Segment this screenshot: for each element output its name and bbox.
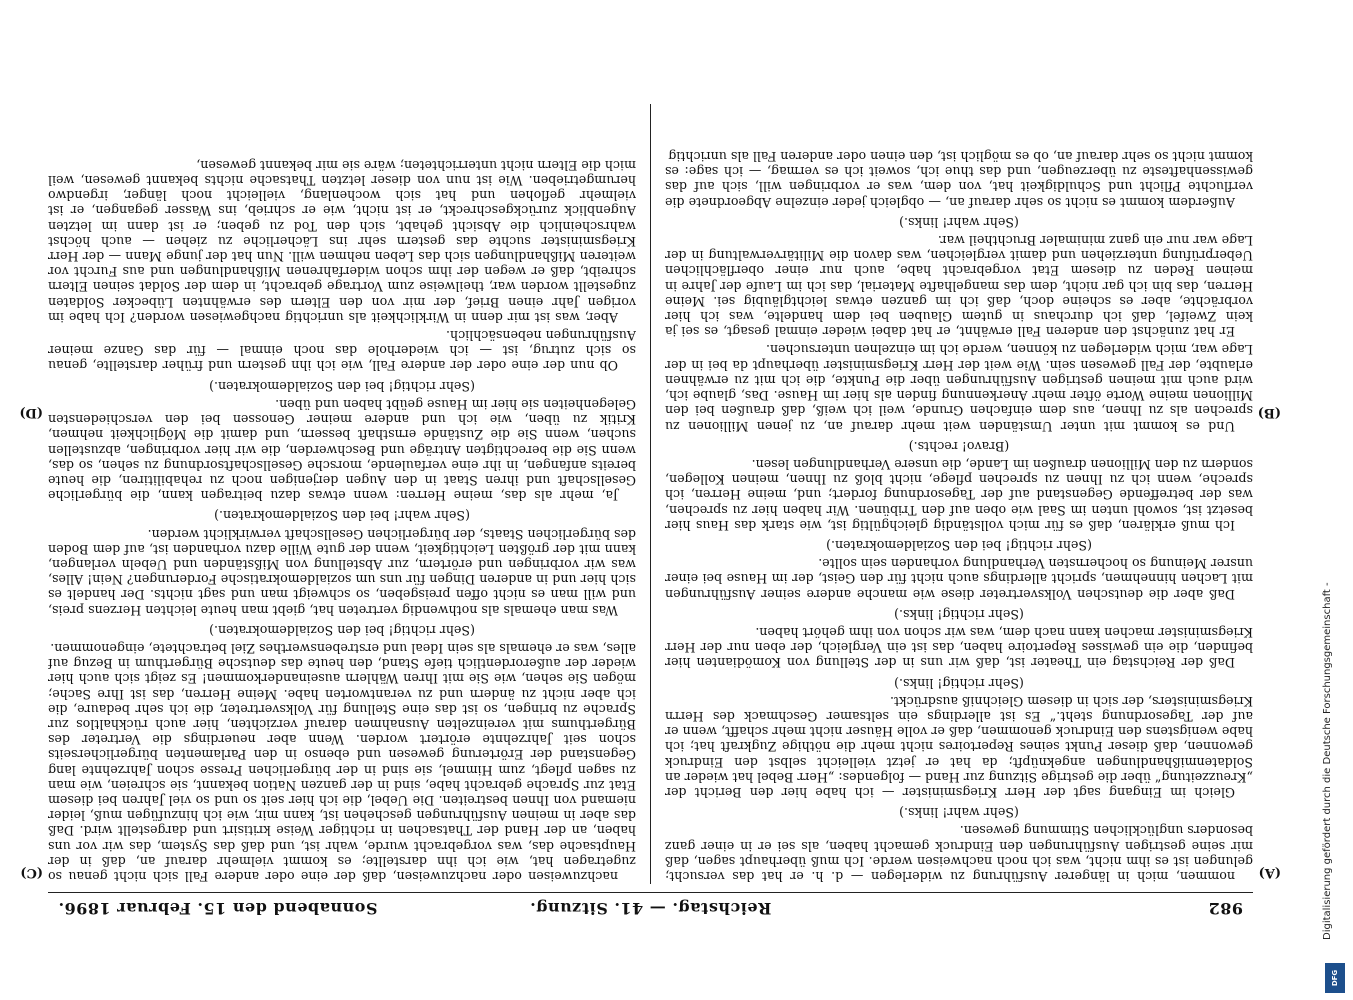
- left-column: [665, 104, 1253, 884]
- margin-marker-a: (A): [1258, 865, 1281, 880]
- interjection: (Sehr wahr! links.): [899, 214, 1019, 230]
- margin-marker-b: (B): [1257, 405, 1281, 420]
- interjection: (Sehr wahr! links.): [899, 805, 1019, 821]
- interjection: (Sehr richtig! links.): [894, 675, 1024, 691]
- paragraph: Gleich im Eingang sagt der Herr Kriegsminister — ich habe hier den Bericht der „Kreuzzeitung“ über die gestrige Sitzung zur Hand — folgendes: „Herr Bebel hat wieder an Soldatenmißhandlungen angeknüpft; da hat er jetzt vielleicht selbst den Eindruck gewonnen, daß dieser Punkt seines Repertoires nicht mehr die nöthige Zugkraft hat; ich habe wenigstens den Eindruck genommen, daß er volle Häuser nicht mehr schafft, wenn er auf der Tagesordnung steht.“ Es ist allerdings ein seltsamer Geschmack des Herrn Kriegsministers, der sich in diesem Gleichniß ausdrückt.: [665, 693, 1253, 800]
- dfg-logo-text: DFG: [1331, 969, 1339, 987]
- paragraph: Aber, was ist mir denn in Wirklichkeit als unrichtig nachgewiesen worden? Ich habe im vorigen Jahr einen Brief, der mir von den Eltern des erwähnten Lübecker Soldaten zugestellt worden war, theilweise zum Vortrage gebracht, in dem der Soldat seinen Eltern schreibt, daß er wegen der ihm schon widerfahrenen Mißhandlungen und aus Furcht vor weiteren Mißhandlungen sich das Leben nehmen will. Nun hat der junge Mann — der Herr Kriegsminister suchte das gestern sehr ins Lächerliche zu ziehen — auch höchst wahrscheinlich die Absicht gehabt, sich den Tod zu geben; er ist dann im letzten Augenblick zurückgeschreckt, er ist nicht, wie er schrieb, ins Wasser gegangen, er ist vielmehr geflohen und hat sich wochenlang, vielleicht noch länger, irgendwo herumgetrieben. Wie ist nun von dieser letzten Thatsache nichts bekannt gewesen, weil mich die Eltern nicht unterrichteten; wäre sie mir bekannt gewesen,: [48, 157, 636, 325]
- interjection: (Sehr richtig! bei den Sozialdemokraten.): [209, 622, 475, 638]
- column-divider: [650, 104, 651, 884]
- page-date: Sonnabend den 15. Februar 1896.: [58, 899, 378, 918]
- paragraph: Er hat zunächst den anderen Fall erwähnt, er hat dabei wieder einmal gesagt, es sei ja kein Zweifel, daß ich durchaus in gutem Glauben bei dem handelte, was ich hier vorbrächte, aber es scheine doch, daß ich im ganzen etwas leichtgläubig sei. Meine Herren, das bin ich gar nicht, dem das mangelhafte Material, das ich im Laufe der Jahre in meinen Reden zu diesem Etat vorgebracht habe, auch nur einer oberflächlichen Ueberprüfung unterziehen und damit vergleichen, was davon die Militärverwaltung in der Lage war nur ein ganz minimaler Bruchtheil war.: [665, 233, 1253, 340]
- paragraph: Und es kommt mit unter Umständen weit mehr darauf an, zu jenen Millionen zu sprechen als zu Ihnen, aus dem einfachen Grunde, weil ich weiß, daß draußen bei den Millionen meine Worte öfter mehr Anerkennung finden als hier im Hause. Das, glaube ich, wird auch mit meinen gestrigen Ausführungen über die Punkte, die ich mit zu erwähnen erlaubte, der Fall gewesen sein. Wie weit der Herr Kriegsminister überhaupt da bei in der Lage war, mich widerlegen zu können, werde ich im einzelnen untersuchen.: [665, 342, 1253, 434]
- paragraph: Was man ehemals als nothwendig vertreten hat, giebt man heute leichten Herzens preis, und will man es nicht offen preisgeben, so schweigt man und sagt nichts. Der handelt es sich hier und in anderen Dingen für uns um sozialdemokratische Forderungen? Nein! Alles, was wir vorbringen und erörtern, zur Abstellung von Mißständen und Uebeln verlangen, kann mit der größten Leichtigkeit, wenn der gute Wille dazu vorhanden ist, auf dem Boden des bürgerlichen Staats, der bürgerlichen Gesellschaft verwirklicht werden.: [48, 526, 636, 618]
- paragraph: Daß aber die deutschen Volksvertreter diese wie manche andere seiner Ausführungen mit Lachen hinnehmen, spricht allerdings auch nicht für den Geist, der im Hause bei einer unsrer Meinung so hochernsten Verhandlung vorhanden sein sollte.: [665, 556, 1253, 602]
- header-rule: [48, 892, 1253, 893]
- dfg-logo: [1325, 963, 1345, 993]
- paragraph: nachzuweisen oder nachzuweisen, daß der eine oder andere Fall sich nicht genau so zugetragen hat, wie ich ihn darstellte; es kommt vielmehr darauf an, daß in der Hauptsache das, was vorgebracht wurde, wahr ist, und daß das System, das wir vor uns haben, an der Hand der Thatsachen in richtiger Weise kritisirt und dargestellt wird. Daß das aber in meinen Ausführungen geschehen ist, kann mir, wie ich hinzufügen muß, leider niemand von Ihnen bestreiten. Die Uebel, die ich hier seit so und so viel Jahren bei diesem Etat zur Sprache gebracht habe, sind in der ganzen Nation bekannt, sie schreien, wie man zu sagen pflegt, zum Himmel, sie sind in der bürgerlichen Presse schon Jahrzehnte lang Gegenstand der Erörterung gewesen und ebenso in den Parlamenten bürgerlicherseits schon seit Jahrzehnte erörtert worden. Wenn aber neuerdings die Vertreter des Bürgerthums mit vereinzelten Ausnahmen darauf verzichten, hier auch rückhaltlos zur Sprache zu bringen, so ist das eine Stellung für Volksvertreter, die ich sehr bedaure, die ich aber nicht zu ändern und zu verantworten habe. Meine Herren, das ist Ihre Sache; mögen Sie sehen, wie Sie mit Ihren Wählern auseinanderkommen! Es zeigt sich auch hier wieder der außerordentlich tiefe Stand, den heute das deutsche Bürgerthum in Bezug auf alles, was er ehemals als sein Ideal und erstrebenswerthes Ziel betrachtete, eingenommen.: [48, 640, 636, 884]
- margin-marker-c: (C): [20, 865, 43, 880]
- page-title: Reichstag. — 41. Sitzung.: [529, 899, 772, 918]
- interjection: (Bravo! rechts.): [908, 438, 1010, 454]
- paragraph: Ja, mehr als das, meine Herren: wenn etwas dazu beitragen kann, die bürgerliche Gesellschaft und ihren Staat in den Augen derjenigen noch zu rehabilitiren, die heute bereits anfangen, in ihr eine verfaulende, morsche Gesellschaftsordnung zu sehen, so das, wenn Sie die berechtigten Anträge und Beschwerden, die wir hier vorbringen, abzustellen suchen, wenn Sie die Zustände ernsthaft bessern, und damit die Möglichkeit nehmen, Kritik zu üben, wie ich und andere meiner Genossen bei den verschiedensten Gelegenheiten sie hier im Hause geübt haben und üben.: [48, 396, 636, 504]
- interjection: (Sehr richtig! links.): [894, 606, 1024, 622]
- page-header: [48, 896, 1253, 920]
- paragraph: nommen, mich in längerer Ausführung zu widerlegen — d. h. er hat das versucht; gelungen ist es ihm nicht, was ich noch nachweisen werde. Ich muß überhaupt sagen, daß mir seine gestrigen Ausführungen den Eindruck gemacht haben, als sei er in einer ganz besonders unglücklichen Stimmung gewesen.: [665, 823, 1253, 884]
- interjection: (Sehr richtig! bei den Sozialdemokraten.): [826, 537, 1092, 553]
- paragraph: Daß der Reichstag ein Theater ist, daß wir uns in der Stellung von Komödianten hier befinden, die ein gewisses Repertoire haben, das ist ein Vergleich, der eben nur der Herr Kriegsminister machen kann nach dem, was wir schon von ihm gehört haben.: [665, 624, 1253, 671]
- interjection: (Sehr wahr! bei den Sozialdemokraten.): [214, 508, 470, 524]
- margin-marker-d: (D): [19, 405, 43, 420]
- page-number: 982: [1208, 899, 1243, 918]
- paragraph: Außerdem kommt es nicht so sehr darauf an, — obgleich jeder einzelne Abgeordnete die verfluchte Pflicht und Schuldigkeit hat, von dem, was er vorbringen will, sich auf das gewissenhafteste zu überzeugen, und das thue ich, soweit ich es vermag, — ich sage: es kommt nicht so sehr darauf an, ob es möglich ist, den einen oder anderen Fall als unrichtig: [665, 149, 1253, 210]
- paragraph: Ich muß erklären, daß es für mich vollständig gleichgültig ist, wie stark das Haus hier besetzt ist, sowohl unten im Saal wie oben auf den Tribünen. Wir haben hier zu sprechen, was der betreffende Gegenstand auf der Tagesordnung fordert; und, meine Herren, ich spreche, wenn ich zu Ihnen zu sprechen pflege, nicht bloß zu Ihnen, meinen Kollegen, sondern zu den Millionen draußen im Lande, die unsere Verhandlungen lesen.: [665, 456, 1253, 533]
- paragraph: Ob nun der eine oder der andere Fall, wie ich ihn gestern und früher darstellte, genau so sich zutrug, ist — ich wiederhole das noch einmal — für das Ganze meiner Ausführungen nebensächlich.: [48, 328, 636, 374]
- page: [19, 90, 1281, 920]
- digitization-credit: [1318, 60, 1348, 940]
- credit-text: Digitalisierung gefördert durch die Deutsche Forschungsgemeinschaft -: [1322, 582, 1333, 940]
- right-column: [48, 104, 636, 884]
- interjection: (Sehr richtig! bei den Sozialdemokraten.): [209, 378, 475, 394]
